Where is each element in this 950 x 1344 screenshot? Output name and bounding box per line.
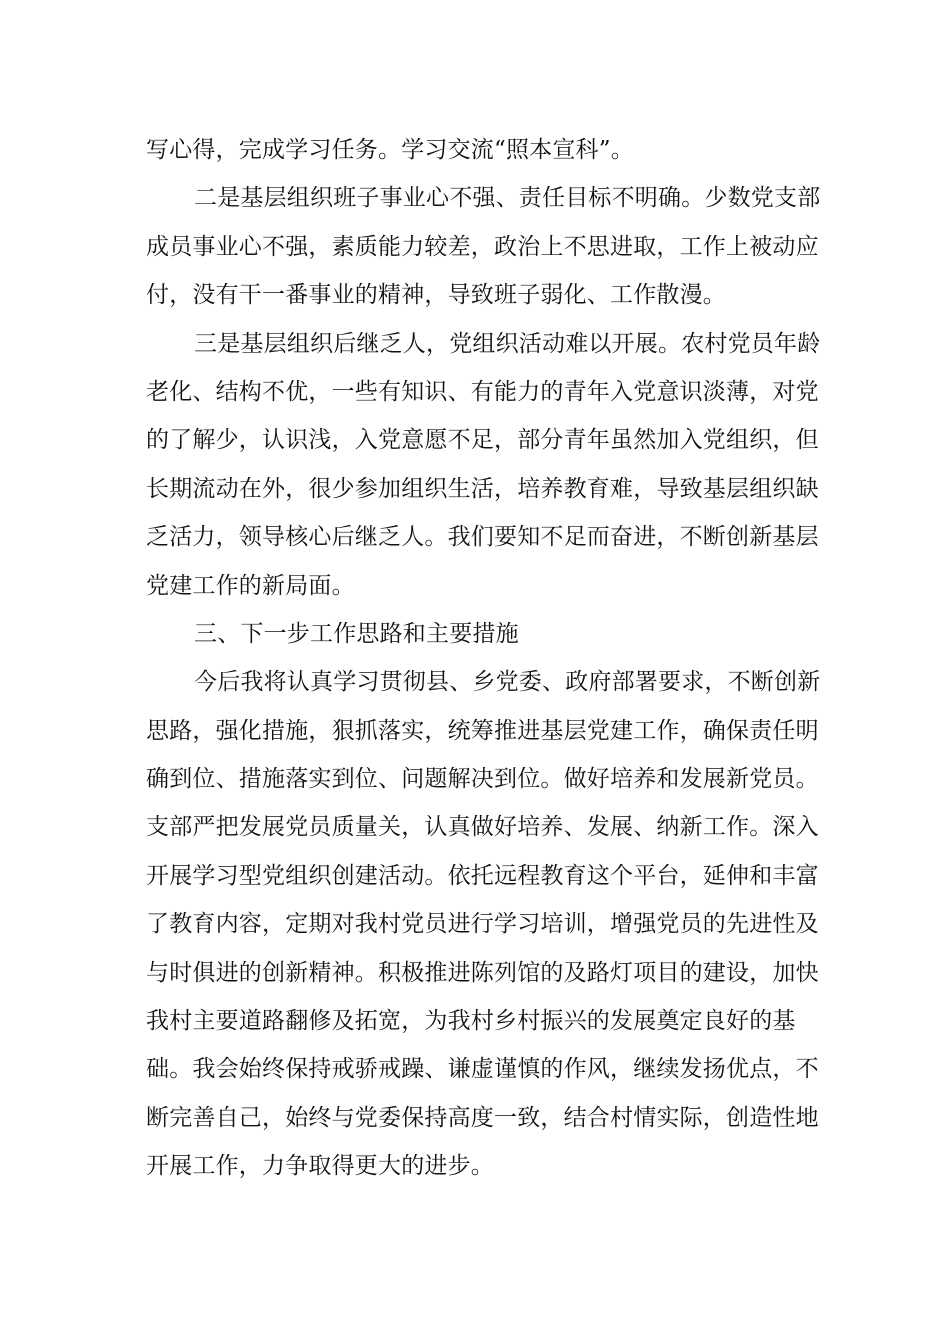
section-heading: 三、下一步工作思路和主要措施: [194, 620, 519, 647]
text-line: 与时俱进的创新精神。积极推进陈列馆的及路灯项目的建设，加快: [146, 959, 819, 986]
text-line: 开展工作，力争取得更大的进步。: [146, 1153, 494, 1180]
paragraph-first-line: 二是基层组织班子事业心不强、责任目标不明确。少数党支部: [194, 185, 821, 212]
text-line: 思路，强化措施，狠抓落实，统筹推进基层党建工作，确保责任明: [146, 717, 819, 744]
text-line: 长期流动在外，很少参加组织生活，培养教育难，导致基层组织缺: [146, 475, 819, 502]
text-line: 成员事业心不强，素质能力较差，政治上不思进取，工作上被动应: [146, 233, 819, 260]
text-line: 付，没有干一番事业的精神，导致班子弱化、工作散漫。: [146, 282, 726, 309]
paragraph-first-line: 三是基层组织后继乏人，党组织活动难以开展。农村党员年龄: [194, 330, 821, 357]
text-line: 确到位、措施落实到位、问题解决到位。做好培养和发展新党员。: [146, 766, 819, 793]
text-line: 老化、结构不优，一些有知识、有能力的青年入党意识淡薄，对党: [146, 378, 819, 405]
text-line: 写心得，完成学习任务。学习交流“照本宣科”。: [146, 137, 634, 163]
text-line: 础。我会始终保持戒骄戒躁、谦虚谨慎的作风，继续发扬优点，不: [146, 1056, 819, 1083]
paragraph-first-line: 今后我将认真学习贯彻县、乡党委、政府部署要求，不断创新: [194, 669, 821, 696]
text-line: 断完善自己，始终与党委保持高度一致，结合村情实际，创造性地: [146, 1104, 819, 1131]
text-line: 开展学习型党组织创建活动。依托远程教育这个平台，延伸和丰富: [146, 862, 819, 889]
text-line: 党建工作的新局面。: [146, 572, 355, 599]
text-line: 的了解少，认识浅，入党意愿不足，部分青年虽然加入党组织，但: [146, 427, 819, 454]
text-line: 乏活力，领导核心后继乏人。我们要知不足而奋进，不断创新基层: [146, 524, 819, 551]
text-line: 我村主要道路翻修及拓宽，为我村乡村振兴的发展奠定良好的基: [146, 1008, 796, 1035]
text-line: 了教育内容，定期对我村党员进行学习培训，增强党员的先进性及: [146, 911, 819, 938]
document-body: [146, 126, 821, 1191]
text-line: 支部严把发展党员质量关，认真做好培养、发展、纳新工作。深入: [146, 814, 819, 841]
